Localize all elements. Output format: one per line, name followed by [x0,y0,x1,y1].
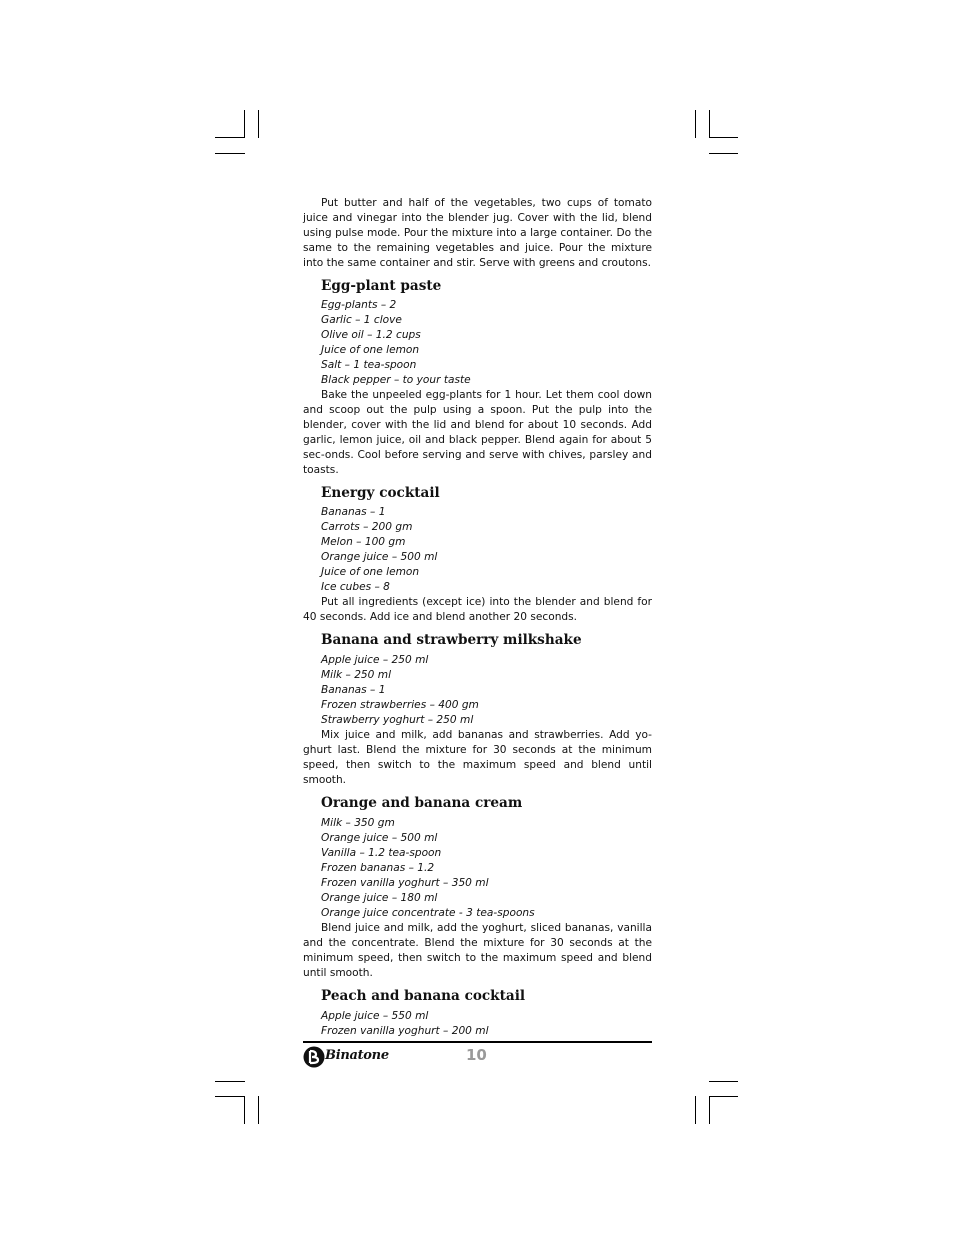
recipe-energy-cocktail [303,484,652,625]
ingredient: Orange juice – 180 ml [321,892,438,904]
recipe-title: Energy cocktail [321,485,440,501]
binatone-emblem-icon [303,1046,325,1068]
ingredient: Melon – 100 gm [321,536,406,548]
ingredient: Egg-plants – 2 [321,299,397,311]
ingredient-list [303,1009,652,1039]
recipe-instructions: Blend juice and milk, add the yoghurt, sliced bananas, vanilla and the concentrate. Blend the mixture for 30 seconds at the minimum speed, then switch to the maximum speed and blend until smooth. [303,922,652,979]
ingredient: Bananas – 1 [321,684,386,696]
ingredient-list [303,653,652,728]
recipe-title: Orange and banana cream [321,795,523,811]
ingredient: Apple juice – 250 ml [321,654,429,666]
ingredient: Milk – 350 gm [321,817,395,829]
ingredient-list [303,505,652,595]
page-content [303,196,652,1039]
recipe-banana-strawberry-milkshake [303,631,652,788]
recipe-title: Banana and strawberry milkshake [321,632,582,648]
recipe-orange-banana-cream [303,794,652,981]
ingredient: Black pepper – to your taste [321,374,471,386]
ingredient: Apple juice – 550 ml [321,1010,429,1022]
page-number: 10 [466,1046,487,1064]
ingredient: Milk – 250 ml [321,669,392,681]
recipe-instructions: Bake the unpeeled egg-plants for 1 hour. Let them cool down and scoop out the pulp using a spoon. Put the pulp into the blender, cover with the lid and blend for about 10 seconds. Add garlic, lemon juice, oil and black pepper. Blend again for about 5 sec-onds. Cool before serving and serve with chives, parsley and toasts. [303,389,652,476]
ingredient: Vanilla – 1.2 tea-spoon [321,847,442,859]
ingredient: Frozen vanilla yoghurt – 350 ml [321,877,489,889]
binatone-logo [303,1046,395,1068]
ingredient: Frozen vanilla yoghurt – 200 ml [321,1025,489,1037]
ingredient: Strawberry yoghurt – 250 ml [321,714,474,726]
ingredient: Orange juice – 500 ml [321,551,438,563]
ingredient: Frozen strawberries – 400 gm [321,699,479,711]
footer-rule [303,1041,652,1043]
ingredient: Carrots – 200 gm [321,521,413,533]
ingredient: Orange juice concentrate - 3 tea-spoons [321,907,535,919]
ingredient: Bananas – 1 [321,506,386,518]
recipe-peach-banana-cocktail [303,987,652,1039]
ingredient: Juice of one lemon [321,566,420,578]
ingredient-list [303,298,652,388]
recipe-egg-plant-paste [303,277,652,478]
ingredient: Orange juice – 500 ml [321,832,438,844]
recipe-instructions: Mix juice and milk, add bananas and strawberries. Add yo-ghurt last. Blend the mixture for 30 seconds at the minimum speed, then switch to the maximum speed and blend until smooth. [303,729,652,786]
ingredient: Frozen bananas – 1.2 [321,862,435,874]
recipe-title: Egg-plant paste [321,278,442,294]
ingredient-list [303,816,652,921]
recipe-title: Peach and banana cocktail [321,988,526,1004]
ingredient: Salt – 1 tea-spoon [321,359,417,371]
ingredient: Juice of one lemon [321,344,420,356]
ingredient: Olive oil – 1.2 cups [321,329,421,341]
ingredient: Ice cubes – 8 [321,581,390,593]
brand-name: Binatone [325,1048,389,1063]
ingredient: Garlic – 1 clove [321,314,402,326]
recipe-instructions: Put all ingredients (except ice) into the blender and blend for 40 seconds. Add ice and blend another 20 seconds. [303,596,652,623]
intro-paragraph: Put butter and half of the vegetables, two cups of tomato juice and vinegar into the blender jug. Cover with the lid, blend using pulse mode. Pour the mixture into a large container. Do the same to the remaining vegetables and juice. Pour the mixture into the same container and stir. Serve with greens and croutons. [303,197,652,269]
